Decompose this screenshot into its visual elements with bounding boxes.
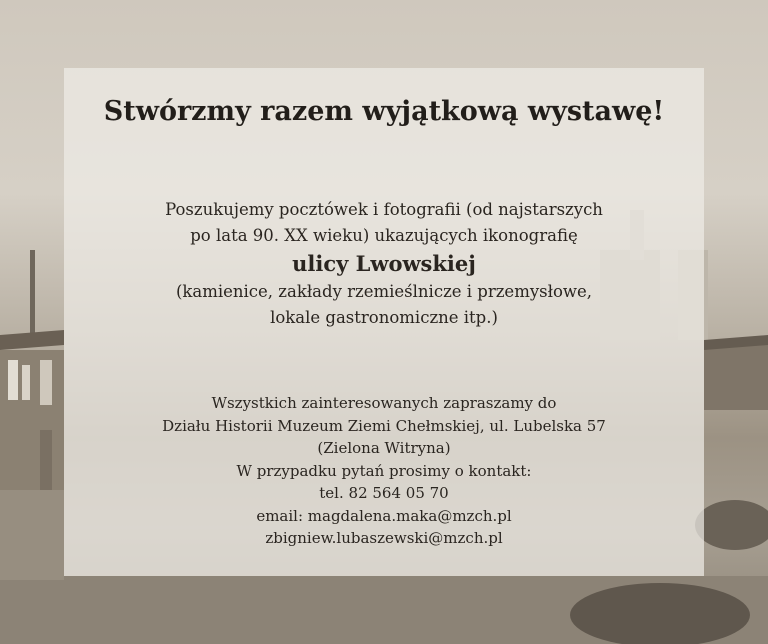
contact-prompt: W przypadku pytań prosimy o kontakt:	[236, 461, 532, 480]
contact-info	[0, 392, 768, 550]
intro-line-4: lokale gastronomiczne itp.)	[270, 308, 498, 327]
contact-address: Działu Historii Muzeum Ziemi Chełmskiej, ul. Lubelska 57	[162, 416, 606, 435]
street-name-highlight: ulicy Lwowskiej	[292, 251, 476, 276]
contact-line-1: Wszystkich zainteresowanych zapraszamy do	[211, 394, 557, 412]
page-title: Stwórzmy razem wyjątkową wystawę!	[103, 96, 665, 127]
intro-text	[0, 197, 768, 331]
contact-phone: tel. 82 564 05 70	[319, 484, 449, 502]
intro-line-3: (kamienice, zakłady rzemieślnicze i przemysłowe,	[175, 282, 593, 301]
intro-line-1: Poszukujemy pocztówek i fotografii (od najstarszych	[165, 200, 603, 219]
contact-email-1: email: magdalena.maka@mzch.pl	[256, 506, 512, 525]
contact-email-2: zbigniew.lubaszewski@mzch.pl	[265, 529, 503, 547]
intro-line-2: po lata 90. XX wieku) ukazujących ikonografię	[190, 226, 578, 245]
contact-location-note: (Zielona Witryna)	[317, 439, 451, 457]
